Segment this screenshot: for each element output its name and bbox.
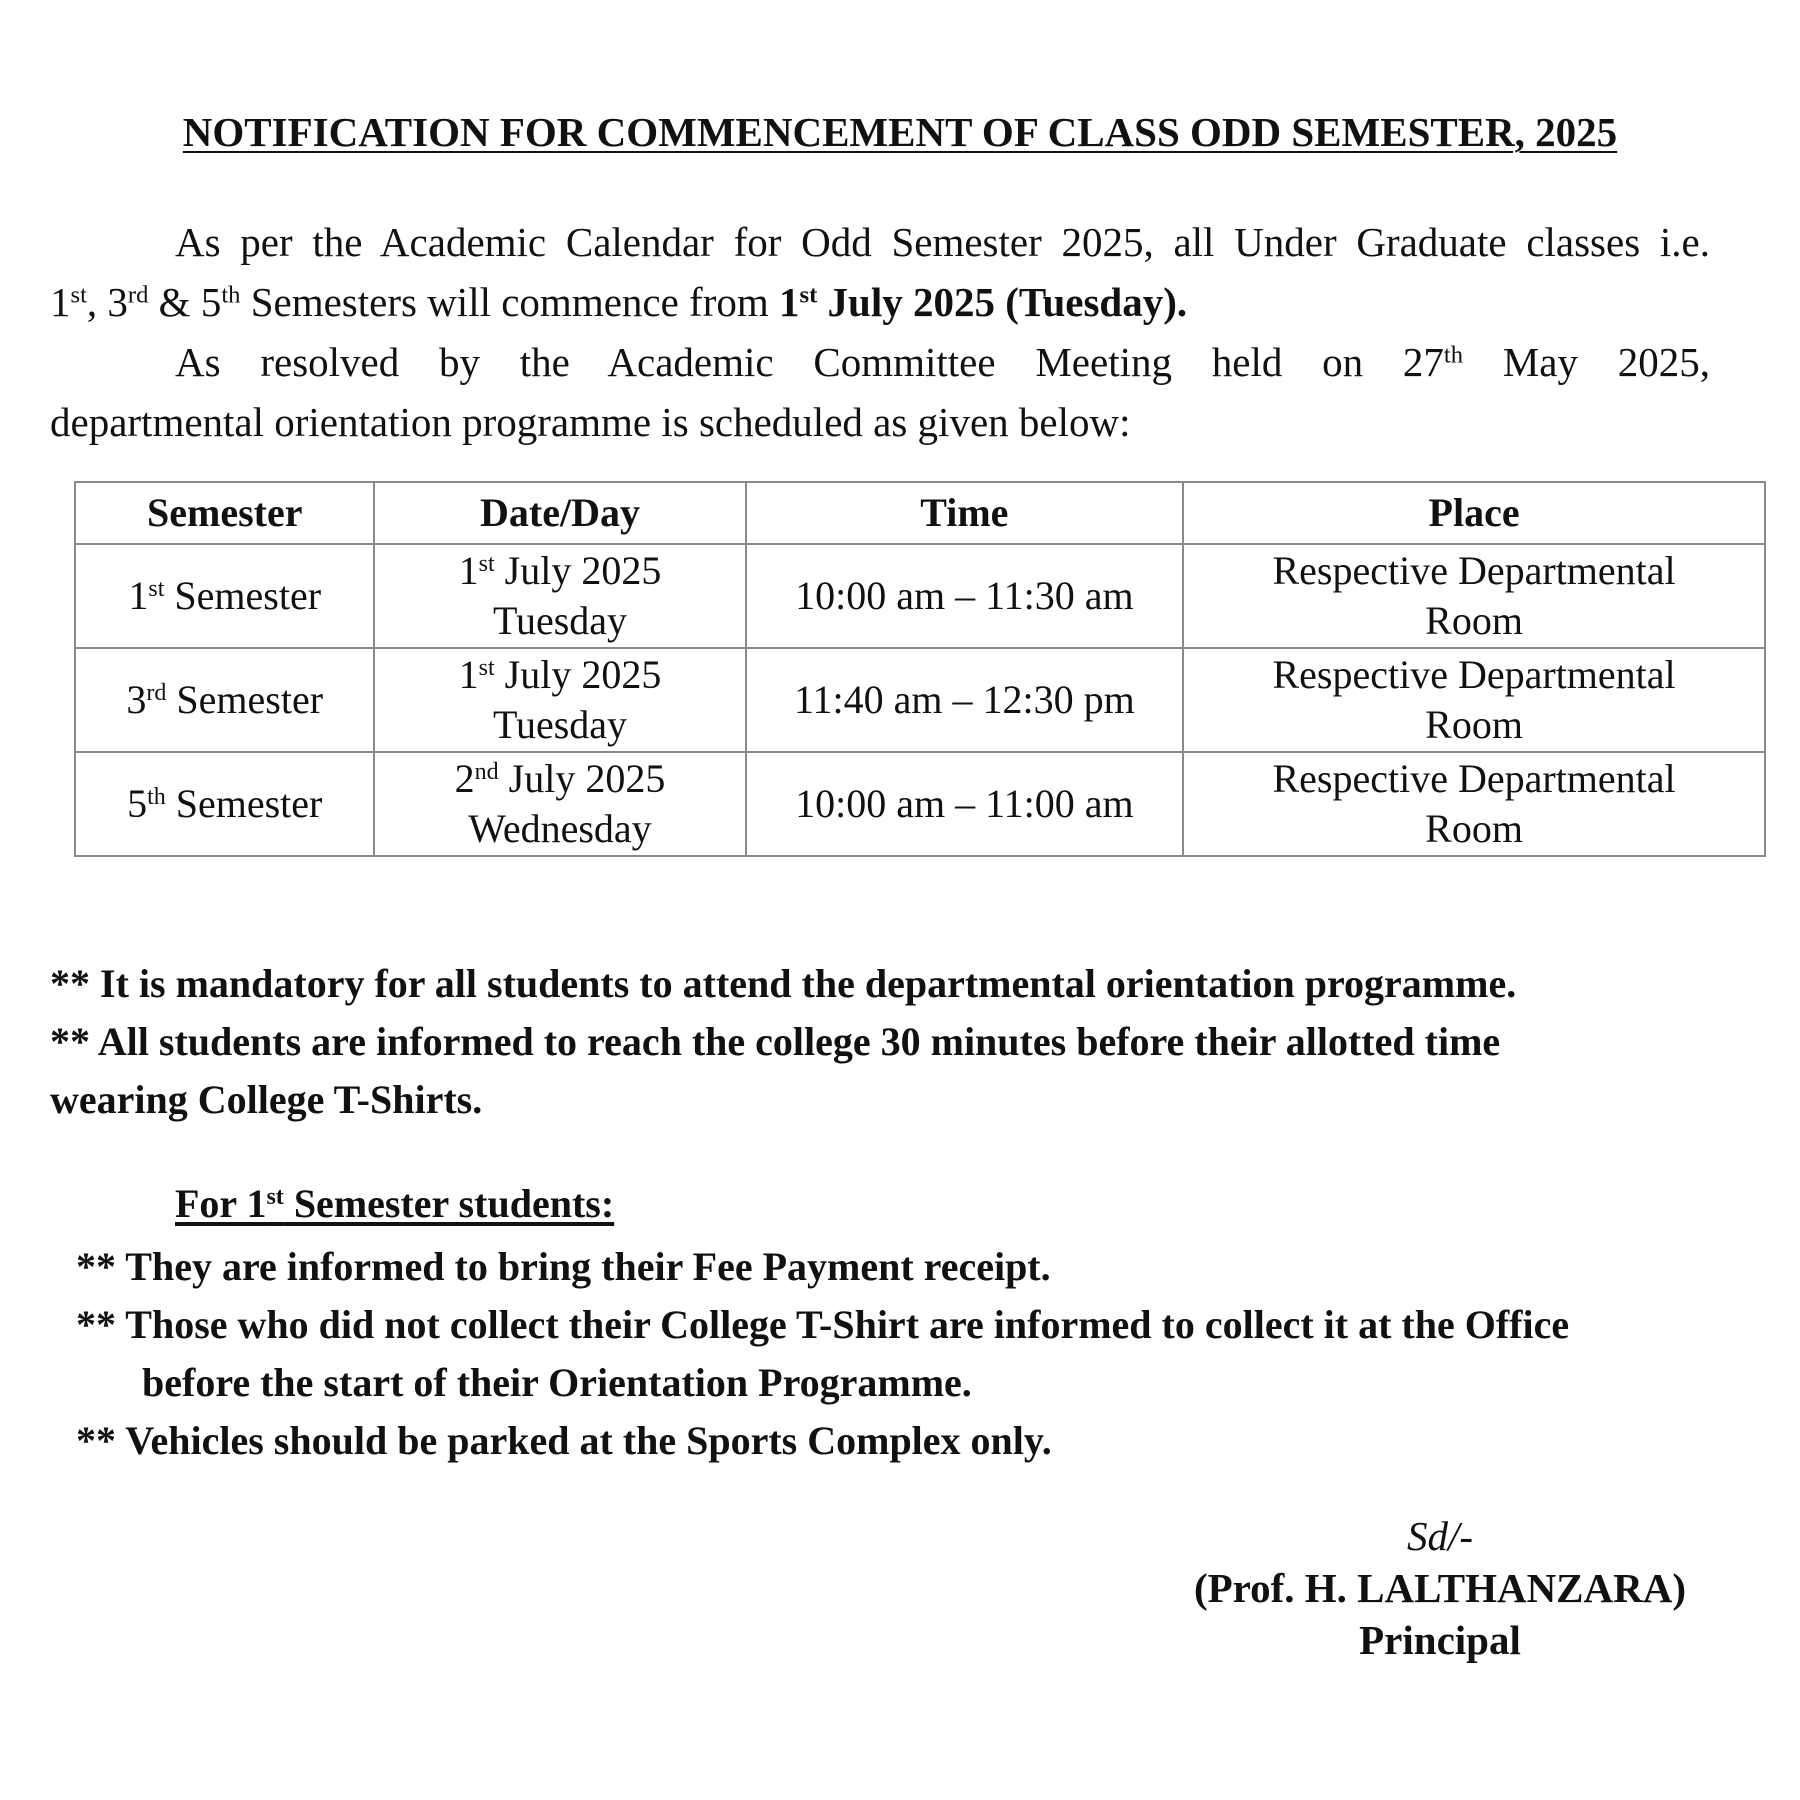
time-cell: 11:40 am – 12:30 pm bbox=[746, 648, 1184, 752]
time-cell: 10:00 am – 11:00 am bbox=[746, 752, 1184, 856]
date-cell: 1st July 2025 Tuesday bbox=[374, 648, 745, 752]
list-item-continuation: before the start of their Orientation Programme. bbox=[142, 1360, 972, 1405]
semester-cell: 1st Semester bbox=[75, 544, 374, 648]
table-row bbox=[75, 544, 1765, 648]
list-item: ** Those who did not collect their College T-Shirt are informed to collect it at the Office bbox=[76, 1302, 1570, 1347]
column-header: Date/Day bbox=[374, 482, 745, 544]
table-header-row bbox=[75, 482, 1765, 544]
table-row bbox=[75, 648, 1765, 752]
place-cell: Respective Departmental Room bbox=[1183, 648, 1765, 752]
column-header: Time bbox=[746, 482, 1184, 544]
paragraph-line: 1st, 3rd & 5th Semesters will commence from 1st July 2025 (Tuesday). bbox=[50, 279, 1188, 325]
list-item: ** Vehicles should be parked at the Sports Complex only. bbox=[76, 1418, 1052, 1463]
column-header: Semester bbox=[75, 482, 374, 544]
general-notes bbox=[50, 955, 1750, 1129]
date-cell: 1st July 2025 Tuesday bbox=[374, 544, 745, 648]
orientation-schedule-table bbox=[74, 481, 1766, 857]
note-mandatory-attendance: ** It is mandatory for all students to attend the departmental orientation programme. bbox=[50, 961, 1517, 1006]
paragraph-line: As per the Academic Calendar for Odd Semester 2025, all Under Graduate classes i.e. bbox=[175, 219, 1710, 265]
table-row bbox=[75, 752, 1765, 856]
signatory-designation: Principal bbox=[1359, 1617, 1521, 1663]
signature-block bbox=[1160, 1510, 1720, 1666]
commencement-date: 1st July 2025 (Tuesday). bbox=[779, 279, 1188, 325]
place-cell: Respective Departmental Room bbox=[1183, 752, 1765, 856]
paragraph-academic-calendar bbox=[50, 212, 1710, 332]
date-cell: 2nd July 2025 Wednesday bbox=[374, 752, 745, 856]
paragraph-line: departmental orientation programme is scheduled as given below: bbox=[50, 399, 1131, 445]
notice-title: NOTIFICATION FOR COMMENCEMENT OF CLASS ODD SEMESTER, 2025 bbox=[182, 109, 1618, 155]
signatory-name: (Prof. H. LALTHANZARA) bbox=[1193, 1565, 1687, 1611]
paragraph-line: As resolved by the Academic Committee Meeting held on 27th May 2025, bbox=[175, 339, 1711, 385]
column-header: Place bbox=[1183, 482, 1765, 544]
first-semester-instructions bbox=[76, 1238, 1726, 1470]
list-item: ** They are informed to bring their Fee Payment receipt. bbox=[76, 1244, 1051, 1289]
note-reach-early: ** All students are informed to reach the college 30 minutes before their allotted time wearing College T-Shirts. bbox=[50, 1019, 1501, 1122]
time-cell: 10:00 am – 11:30 am bbox=[746, 544, 1184, 648]
semester-cell: 3rd Semester bbox=[75, 648, 374, 752]
place-cell: Respective Departmental Room bbox=[1183, 544, 1765, 648]
first-semester-heading: For 1st Semester students: bbox=[175, 1181, 615, 1226]
semester-cell: 5th Semester bbox=[75, 752, 374, 856]
paragraph-committee-resolution bbox=[50, 332, 1710, 452]
signed-mark: Sd/- bbox=[1406, 1513, 1474, 1559]
